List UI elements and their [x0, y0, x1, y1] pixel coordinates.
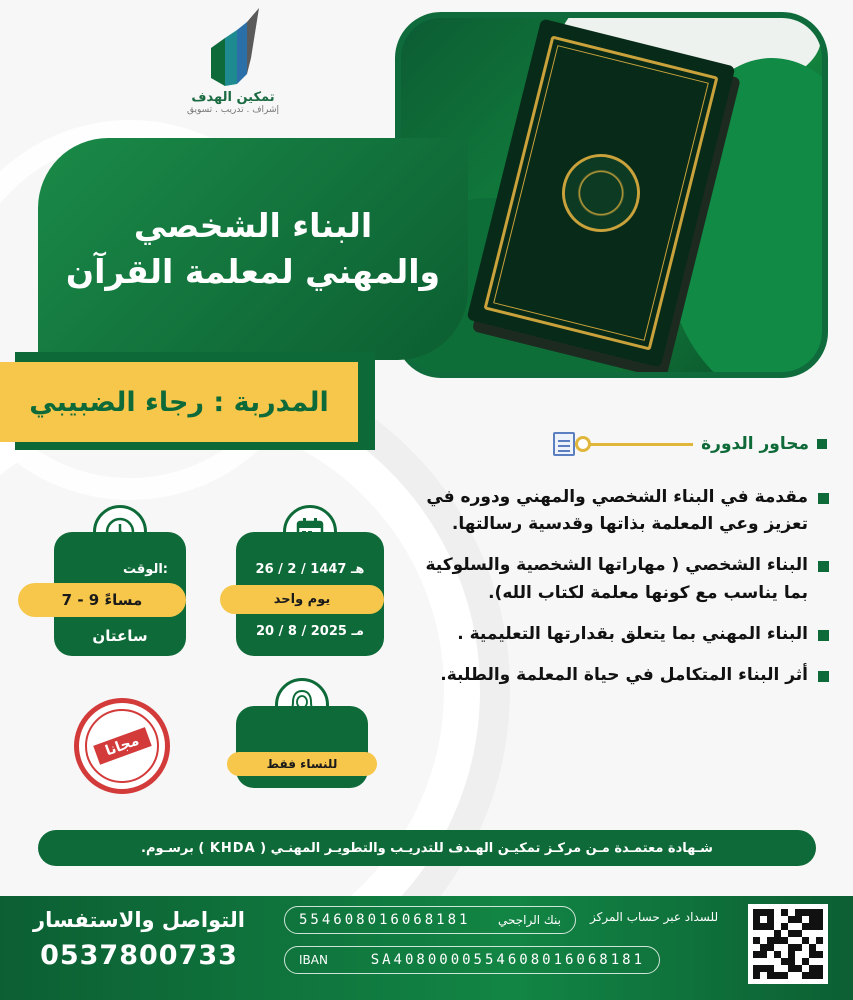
axis-item-text: أثر البناء المتكامل في حياة المعلمة والطلبة.: [440, 664, 808, 685]
trainer-band: [0, 362, 358, 442]
axis-item-text: البناء الشخصي ( مهاراتها الشخصية والسلوكية بما يناسب مع كونها معلمة لكتاب الله).: [425, 555, 808, 603]
heading-bullet: [817, 439, 827, 449]
brand-logo: [178, 8, 288, 115]
brand-name: تمكين الهدف: [191, 90, 275, 105]
certificate-text: شـهادة معتمـدة مـن مركـز تمكيـن الهـدف للتدريـب والتطويـر المهنـي ( KHDA ) برسـوم.: [141, 840, 713, 856]
bullet-square-icon: [818, 493, 829, 504]
list-item: [417, 484, 829, 538]
logo-mark-icon: [203, 8, 263, 88]
payment-note: للسداد عبر حساب المركز: [590, 910, 719, 924]
time-label: الوقت:: [123, 562, 168, 577]
course-axes-heading: [553, 432, 827, 456]
date-card: [236, 532, 384, 656]
trainer-name: المدربة : رجاء الضبيبي: [29, 386, 329, 418]
women-only-card: [236, 706, 368, 788]
list-item: [417, 621, 829, 648]
brand-tagline: إشراف . تدريب . تسويق: [186, 105, 280, 115]
course-title-line2: والمهني لمعلمة القرآن: [65, 252, 441, 291]
list-item: [417, 552, 829, 606]
axis-item-text: مقدمة في البناء الشخصي والمهني ودوره في تعزيز وعي المعلمة بذاتها وقدسية رسالتها.: [426, 487, 808, 535]
qr-code-icon[interactable]: [748, 904, 828, 984]
course-axes-list: [417, 484, 829, 703]
free-stamp-label: مجانا: [93, 727, 151, 764]
time-range-pill: 7 - 9 مساءً: [18, 583, 186, 617]
course-title-line1: البناء الشخصي: [133, 205, 373, 245]
contact-phone[interactable]: 0537800733: [40, 940, 238, 971]
hijri-date: 26 / 2 / 1447 هـ: [255, 562, 365, 577]
time-card: [54, 532, 186, 656]
iban-field: [284, 946, 660, 974]
footer: [0, 896, 853, 1000]
axes-heading-text: محاور الدورة: [701, 434, 809, 454]
duration-days-pill: يوم واحد: [220, 585, 384, 614]
iban-number: SA4080000554608016068181: [370, 952, 645, 968]
bullet-square-icon: [818, 561, 829, 572]
bullet-square-icon: [818, 630, 829, 641]
bullet-square-icon: [818, 671, 829, 682]
bank-name: بنك الراجحي: [498, 913, 561, 927]
notepad-icon: [553, 432, 575, 456]
iban-label: IBAN: [299, 953, 328, 967]
list-item: [417, 662, 829, 689]
gregorian-date: 20 / 8 / 2025 مـ: [256, 624, 364, 639]
contact-heading: التواصل والاستفسار: [33, 908, 245, 932]
course-title-box: [38, 138, 468, 360]
certificate-bar: [38, 830, 816, 866]
bank-account-field: [284, 906, 576, 934]
women-only-pill: للنساء فقط: [227, 752, 377, 776]
contact-block: [30, 908, 248, 971]
account-number: 554608016068181: [299, 912, 471, 928]
time-duration: ساعتان: [92, 627, 148, 645]
axis-item-text: البناء المهني بما يتعلق بقدارتها التعليمية .: [457, 623, 808, 644]
heading-divider: [583, 443, 693, 446]
free-stamp: [74, 698, 170, 794]
